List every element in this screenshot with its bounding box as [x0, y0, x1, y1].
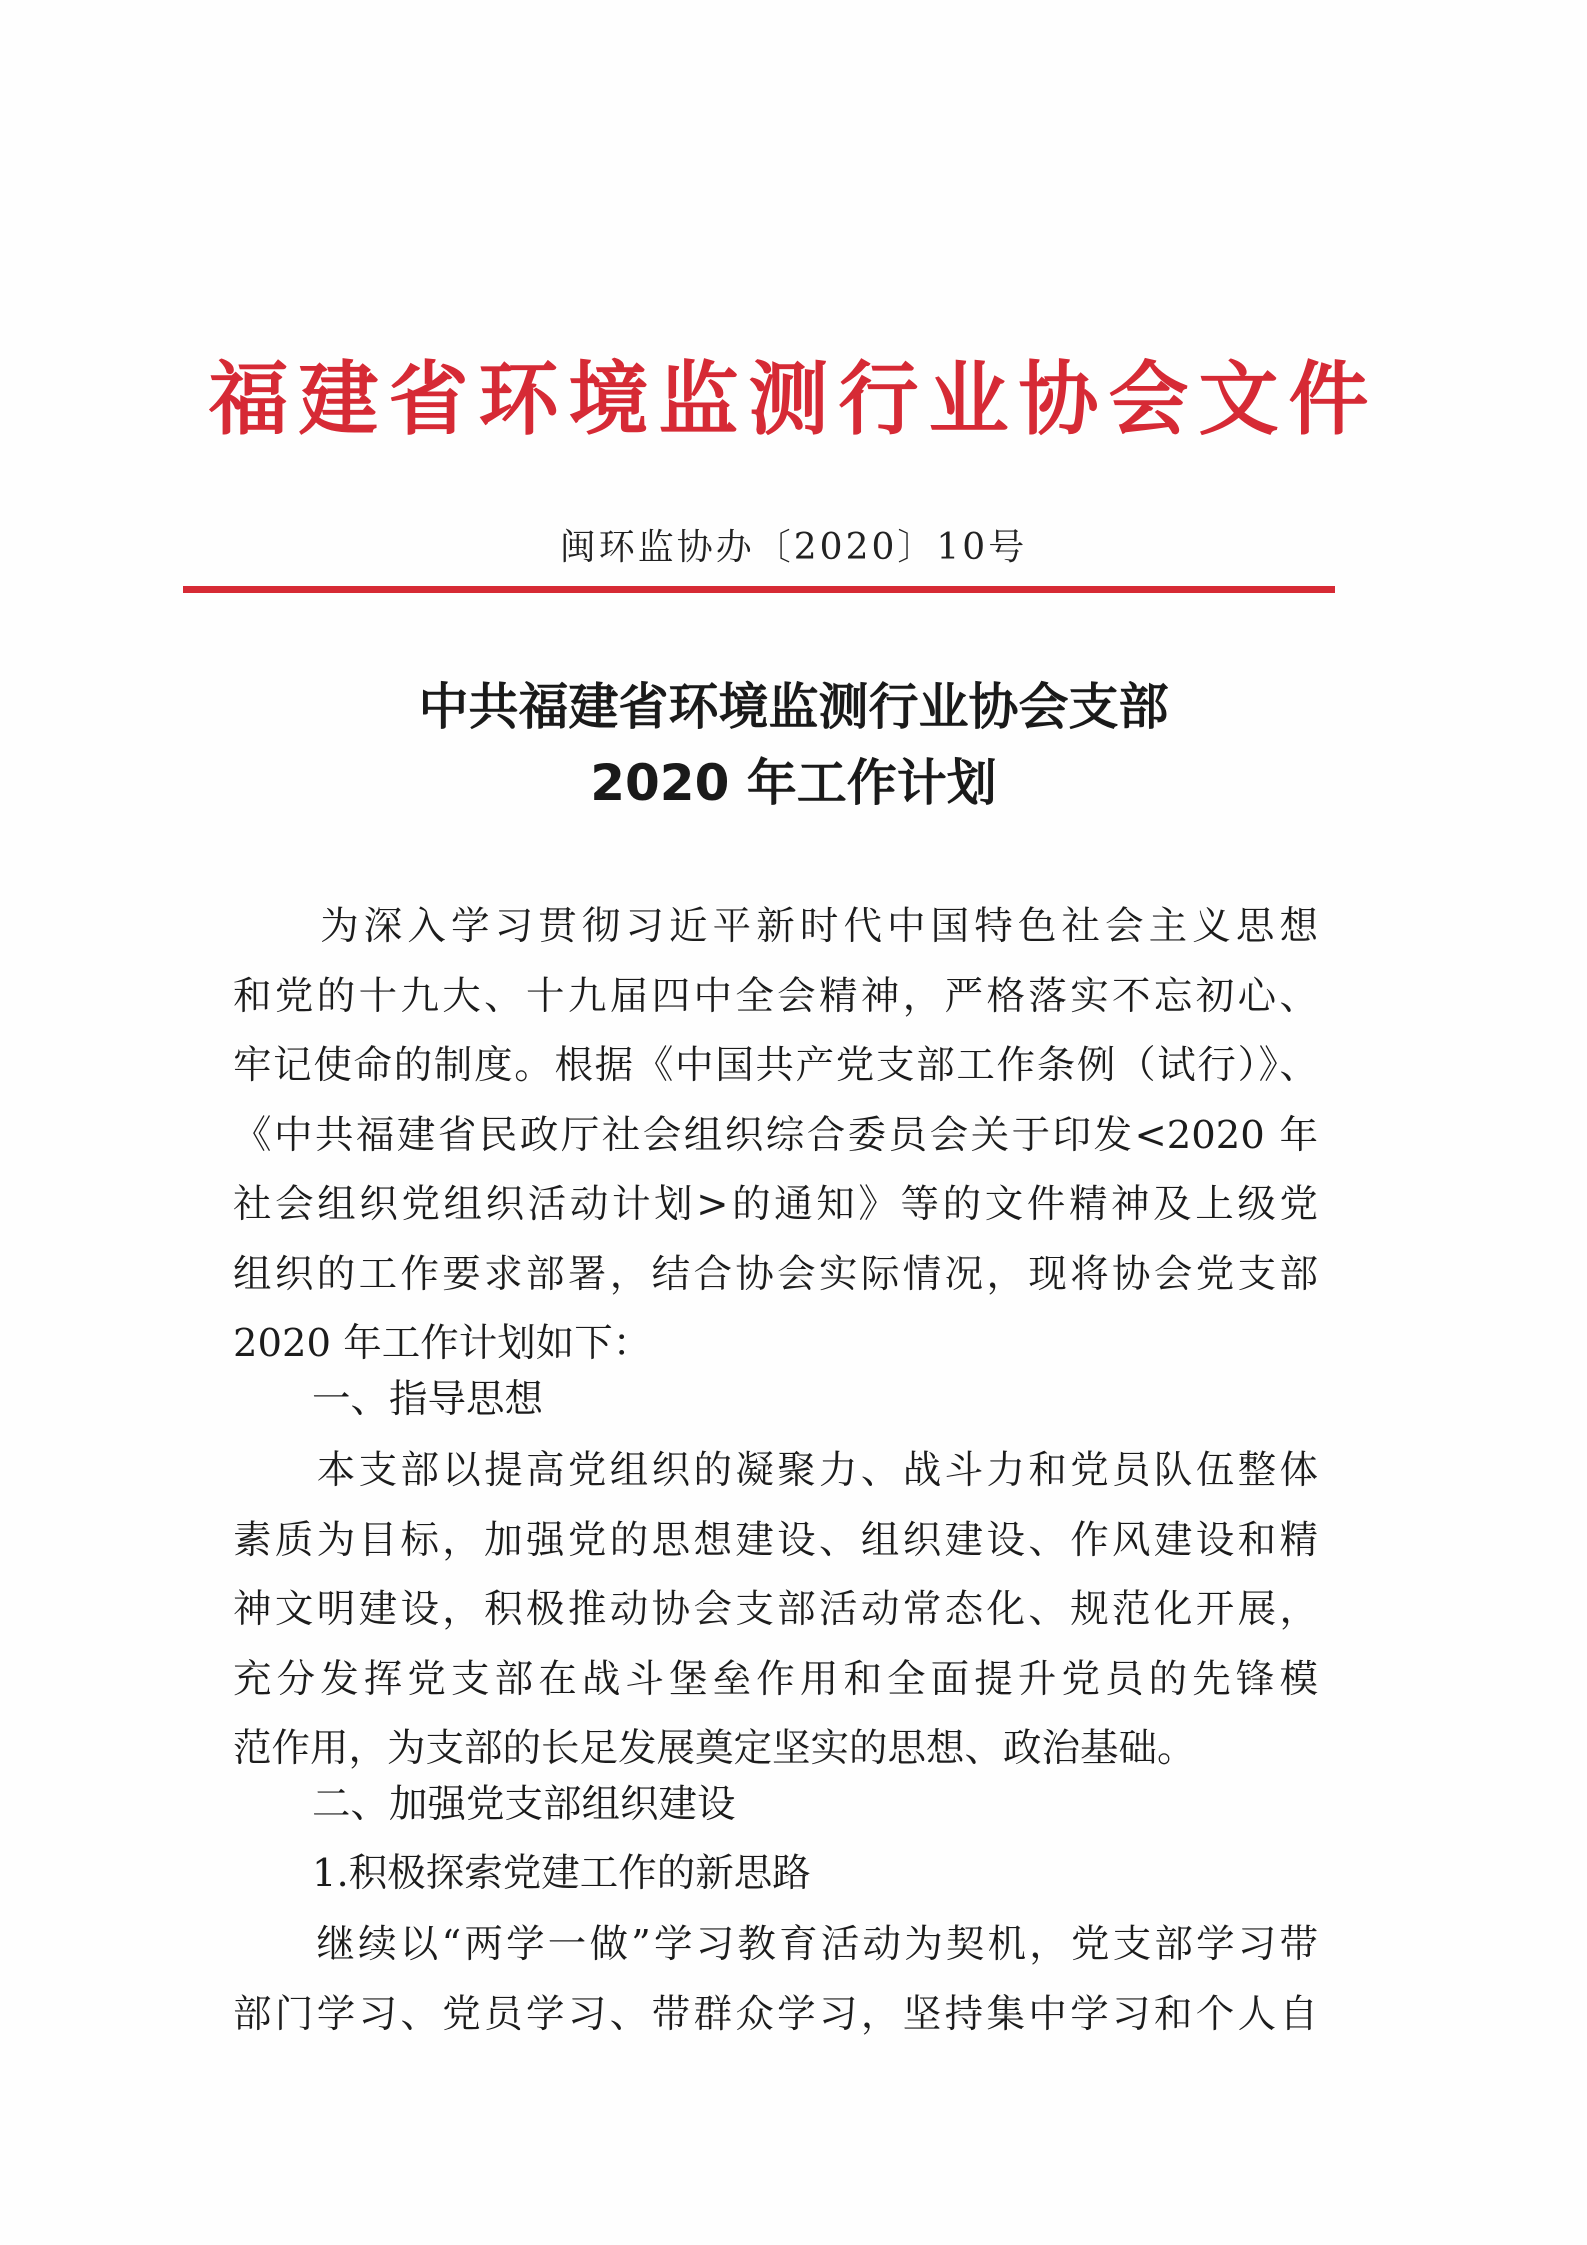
paragraph-line: 充分发挥党支部在战斗堡垒作用和全面提升党员的先锋模	[233, 1656, 1318, 1702]
paragraph-line: 素质为目标，加强党的思想建设、组织建设、作风建设和精	[233, 1517, 1318, 1563]
section1-paragraph	[233, 1436, 1318, 1784]
section-heading-guiding-ideology: 一、指导思想	[312, 1377, 544, 1422]
section-heading-organization-building: 二、加强党支部组织建设	[312, 1782, 736, 1827]
paragraph-line: 组织的工作要求部署，结合协会实际情况，现将协会党支部	[233, 1251, 1318, 1297]
paragraph-line: 本支部以提高党组织的凝聚力、战斗力和党员队伍整体	[233, 1448, 1318, 1493]
document-title-line2: 2020 年工作计划	[590, 754, 997, 812]
document-number: 闽环监协办〔2020〕10号	[559, 527, 1028, 568]
red-divider-line	[183, 586, 1335, 593]
paragraph-line: 为深入学习贯彻习近平新时代中国特色社会主义思想	[233, 904, 1318, 949]
document-masthead: 福建省环境监测行业协会文件	[208, 353, 1379, 446]
paragraph-line: 社会组织党组织活动计划>的通知》等的文件精神及上级党	[233, 1182, 1318, 1227]
paragraph-line: 2020 年工作计划如下：	[233, 1321, 652, 1366]
paragraph-line: 和党的十九大、十九届四中全会精神，严格落实不忘初心、	[233, 973, 1318, 1019]
paragraph-line: 继续以“两学一做”学习教育活动为契机，党支部学习带	[233, 1922, 1318, 1967]
paragraph-line: 范作用，为支部的长足发展奠定坚实的思想、政治基础。	[233, 1726, 1196, 1771]
paragraph-line: 部门学习、党员学习、带群众学习，坚持集中学习和个人自	[233, 1991, 1318, 2037]
document-title-line1: 中共福建省环境监测行业协会支部	[418, 678, 1169, 736]
paragraph-line: 神文明建设，积极推动协会支部活动常态化、规范化开展，	[233, 1587, 1318, 1632]
paragraph-line: 《中共福建省民政厅社会组织综合委员会关于印发<2020 年	[233, 1112, 1318, 1158]
subsection-heading: 1.积极探索党建工作的新思路	[312, 1851, 811, 1896]
section2-paragraph	[233, 1910, 1318, 2049]
intro-paragraph	[233, 892, 1318, 1379]
paragraph-line: 牢记使命的制度。根据《中国共产党支部工作条例（试行）》、	[233, 1043, 1318, 1088]
